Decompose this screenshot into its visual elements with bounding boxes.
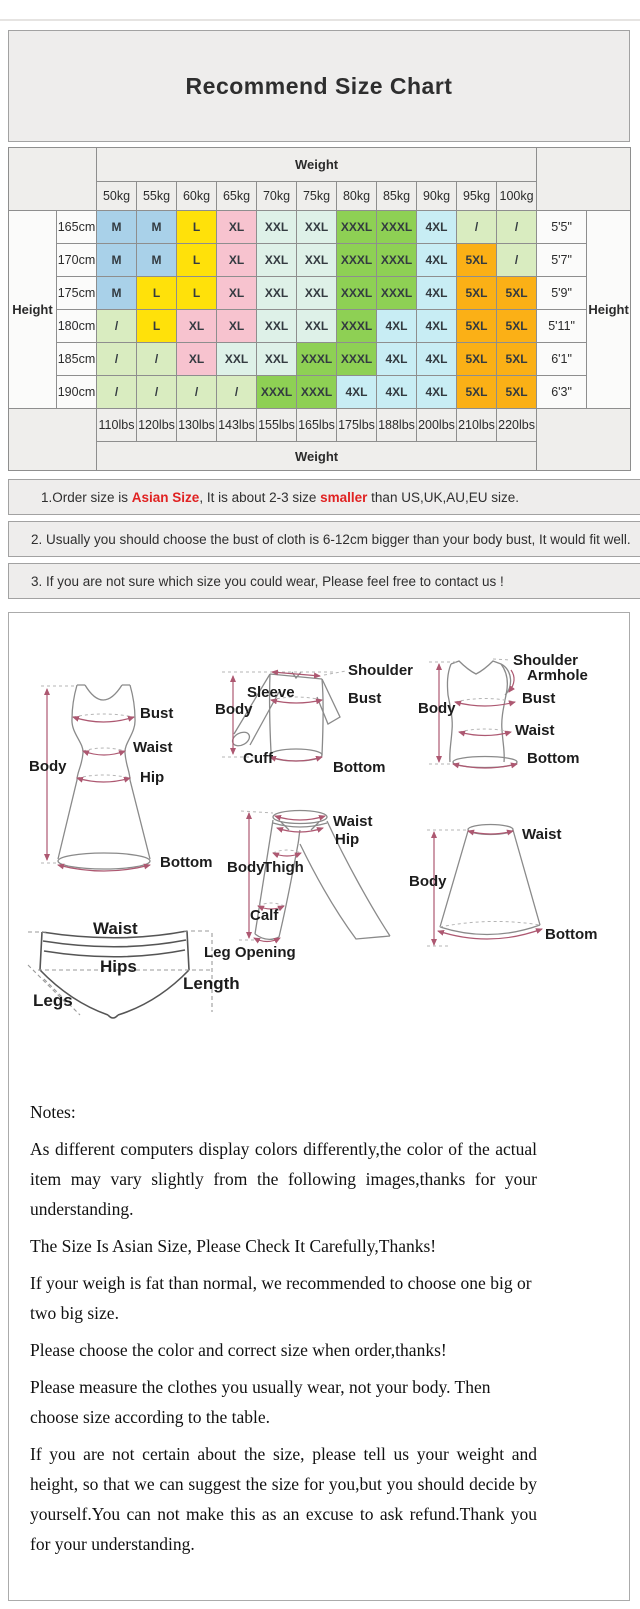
kg-header-cell: 80kg <box>337 182 377 211</box>
dress-hip-label: Hip <box>140 769 165 786</box>
size-cell: L <box>177 244 217 277</box>
lbs-header-cell: 188lbs <box>377 409 417 442</box>
pants-hip-label: Hip <box>335 831 360 848</box>
kg-header-cell: 70kg <box>257 182 297 211</box>
measurement-figure-box <box>8 612 630 1601</box>
size-cell: XXXL <box>257 376 297 409</box>
size-cell: XXL <box>297 211 337 244</box>
size-cell: M <box>97 244 137 277</box>
height-cm-cell: 180cm <box>57 310 97 343</box>
smaller-highlight: smaller <box>320 489 368 505</box>
size-cell: 5XL <box>497 376 537 409</box>
size-cell: L <box>177 277 217 310</box>
kg-header-cell: 50kg <box>97 182 137 211</box>
shirt-bust-label: Bust <box>348 690 382 707</box>
shirt-sleeve-label: Sleeve <box>247 684 295 701</box>
size-cell: XXXL <box>337 211 377 244</box>
size-cell: 5XL <box>457 310 497 343</box>
height-ft-cell: 6'1" <box>537 343 587 376</box>
dress-bottom-label: Bottom <box>160 854 213 871</box>
note-paragraph: Please measure the clothes you usually wear, not your body. Then choose size according to the table. <box>30 1377 491 1427</box>
note-paragraph: As different computers display colors differently,the color of the actual item may vary slightly from the following images,thanks for your understanding. <box>30 1139 537 1219</box>
size-cell: 5XL <box>497 310 537 343</box>
size-cell: 4XL <box>417 343 457 376</box>
size-cell: / <box>497 244 537 277</box>
note-paragraph: The Size Is Asian Size, Please Check It Carefully,Thanks! <box>30 1236 437 1256</box>
size-cell: XXXL <box>297 376 337 409</box>
lbs-header-cell: 155lbs <box>257 409 297 442</box>
vest-body-label: Body <box>418 700 456 717</box>
height-cm-cell: 170cm <box>57 244 97 277</box>
size-cell: / <box>137 376 177 409</box>
asian-size-highlight: Asian Size <box>131 489 200 505</box>
kg-header-cell: 75kg <box>297 182 337 211</box>
pants-calf-label: Calf <box>250 907 279 924</box>
size-cell: 4XL <box>377 376 417 409</box>
size-cell: M <box>97 211 137 244</box>
size-cell: / <box>497 211 537 244</box>
corner-blank <box>537 409 631 471</box>
size-cell: XXXL <box>377 211 417 244</box>
briefs-hips-label: Hips <box>100 957 137 976</box>
briefs-length-label: Length <box>183 974 240 993</box>
lbs-header-cell: 220lbs <box>497 409 537 442</box>
size-cell: XXXL <box>377 277 417 310</box>
size-cell: XL <box>177 310 217 343</box>
lbs-header-cell: 175lbs <box>337 409 377 442</box>
size-cell: / <box>137 343 177 376</box>
skirt-bottom-label: Bottom <box>545 926 598 943</box>
skirt-waist-label: Waist <box>522 826 562 843</box>
size-cell: 5XL <box>497 343 537 376</box>
dress-body-label: Body <box>29 758 67 775</box>
dress-bust-label: Bust <box>140 705 174 722</box>
kg-header-cell: 95kg <box>457 182 497 211</box>
size-cell: XXL <box>297 277 337 310</box>
vest-shoulder-label: Shoulder <box>513 652 579 669</box>
pants-thigh-label: Thigh <box>263 859 304 876</box>
size-cell: XXXL <box>337 310 377 343</box>
note-paragraph: Please choose the color and correct size when order,thanks! <box>30 1340 447 1360</box>
size-chart-table <box>8 147 631 471</box>
lbs-header-cell: 143lbs <box>217 409 257 442</box>
height-ft-cell: 5'7" <box>537 244 587 277</box>
height-ft-cell: 6'3" <box>537 376 587 409</box>
size-cell: 4XL <box>337 376 377 409</box>
size-cell: 5XL <box>457 376 497 409</box>
size-cell: XL <box>217 211 257 244</box>
kg-header-cell: 60kg <box>177 182 217 211</box>
top-divider <box>0 19 640 21</box>
size-cell: 5XL <box>497 277 537 310</box>
briefs-waist-label: Waist <box>93 919 138 938</box>
tip-bust-allowance <box>8 521 640 557</box>
lbs-header-cell: 200lbs <box>417 409 457 442</box>
height-cm-cell: 190cm <box>57 376 97 409</box>
size-cell: 4XL <box>417 211 457 244</box>
size-cell: XXL <box>257 211 297 244</box>
tip-asian-size <box>8 479 640 515</box>
size-cell: / <box>97 310 137 343</box>
size-cell: XXL <box>257 244 297 277</box>
skirt-body-label: Body <box>409 873 447 890</box>
size-cell: XXXL <box>337 277 377 310</box>
size-cell: M <box>137 211 177 244</box>
size-cell: 4XL <box>377 343 417 376</box>
size-cell: 4XL <box>417 310 457 343</box>
size-cell: XXL <box>257 277 297 310</box>
size-cell: XXXL <box>297 343 337 376</box>
size-cell: / <box>457 211 497 244</box>
size-cell: M <box>97 277 137 310</box>
vest-bust-label: Bust <box>522 690 556 707</box>
height-cm-cell: 185cm <box>57 343 97 376</box>
tip2-text: 2. Usually you should choose the bust of cloth is 6-12cm bigger than your body bust, It would fit well. <box>31 531 631 547</box>
size-cell: 5XL <box>457 343 497 376</box>
height-header-left: Height <box>9 211 57 409</box>
lbs-header-cell: 165lbs <box>297 409 337 442</box>
notes-heading: Notes: <box>30 1102 76 1122</box>
vest-waist-label: Waist <box>515 722 555 739</box>
size-cell: XL <box>217 277 257 310</box>
kg-header-cell: 65kg <box>217 182 257 211</box>
size-cell: 5XL <box>457 244 497 277</box>
size-cell: 4XL <box>417 277 457 310</box>
size-cell: / <box>97 343 137 376</box>
size-cell: XXL <box>297 310 337 343</box>
height-cm-cell: 175cm <box>57 277 97 310</box>
tip3-text: 3. If you are not sure which size you could wear, Please feel free to contact us ! <box>31 573 504 589</box>
note-paragraph: If your weigh is fat than normal, we recommended to choose one big or two big size. <box>30 1273 532 1323</box>
vest-bottom-label: Bottom <box>527 750 580 767</box>
shirt-bottom-label: Bottom <box>333 759 386 776</box>
shirt-cuff-label: Cuff <box>243 750 273 767</box>
size-cell: L <box>137 310 177 343</box>
size-cell: XXL <box>257 310 297 343</box>
lbs-header-cell: 130lbs <box>177 409 217 442</box>
dress-waist-label: Waist <box>133 739 173 756</box>
kg-header-cell: 90kg <box>417 182 457 211</box>
corner-blank <box>9 148 97 211</box>
size-chart-title-box <box>8 30 630 142</box>
size-cell: XXL <box>257 343 297 376</box>
weight-header-bottom: Weight <box>97 442 537 471</box>
kg-header-cell: 85kg <box>377 182 417 211</box>
lbs-header-cell: 120lbs <box>137 409 177 442</box>
size-cell: XXXL <box>337 343 377 376</box>
height-ft-cell: 5'11" <box>537 310 587 343</box>
tip-contact-us <box>8 563 640 599</box>
size-cell: L <box>177 211 217 244</box>
corner-blank <box>537 148 631 211</box>
size-cell: / <box>97 376 137 409</box>
height-header-right: Height <box>587 211 631 409</box>
briefs-legs-label: Legs <box>33 991 73 1010</box>
height-ft-cell: 5'9" <box>537 277 587 310</box>
size-cell: XL <box>217 310 257 343</box>
size-cell: / <box>177 376 217 409</box>
pants-waist-label: Waist <box>333 813 373 830</box>
size-cell: XL <box>177 343 217 376</box>
size-cell: XL <box>217 244 257 277</box>
shirt-body-label: Body <box>215 701 253 718</box>
shirt-shoulder-label: Shoulder <box>348 662 414 679</box>
size-cell: M <box>137 244 177 277</box>
kg-header-cell: 55kg <box>137 182 177 211</box>
lbs-header-cell: 110lbs <box>97 409 137 442</box>
height-ft-cell: 5'5" <box>537 211 587 244</box>
note-paragraph: If you are not certain about the size, please tell us your weight and height, so that we can suggest the size for you,but you should decide by yourself.You can not make this as an excuse to ask refund.Thank you for your understanding. <box>30 1444 537 1554</box>
measurement-diagrams <box>9 613 629 1033</box>
lbs-header-cell: 210lbs <box>457 409 497 442</box>
size-cell: 4XL <box>417 244 457 277</box>
pants-body-label: Body <box>227 859 265 876</box>
pants-leg-opening-label: Leg Opening <box>204 944 296 961</box>
weight-header-top: Weight <box>97 148 537 182</box>
size-cell: XXL <box>297 244 337 277</box>
size-cell: XXL <box>217 343 257 376</box>
vest-armhole-label: Armhole <box>527 667 588 684</box>
tip1-text: 1.Order size is Asian Size, It is about 2-3 size smaller than US,UK,AU,EU size. <box>41 489 519 505</box>
height-cm-cell: 165cm <box>57 211 97 244</box>
notes-section <box>9 1097 629 1559</box>
size-cell: 4XL <box>417 376 457 409</box>
kg-header-cell: 100kg <box>497 182 537 211</box>
size-cell: / <box>217 376 257 409</box>
size-cell: 4XL <box>377 310 417 343</box>
page-title: Recommend Size Chart <box>185 72 453 99</box>
size-cell: L <box>137 277 177 310</box>
corner-blank <box>9 409 97 471</box>
size-cell: 5XL <box>457 277 497 310</box>
size-cell: XXXL <box>377 244 417 277</box>
size-cell: XXXL <box>337 244 377 277</box>
